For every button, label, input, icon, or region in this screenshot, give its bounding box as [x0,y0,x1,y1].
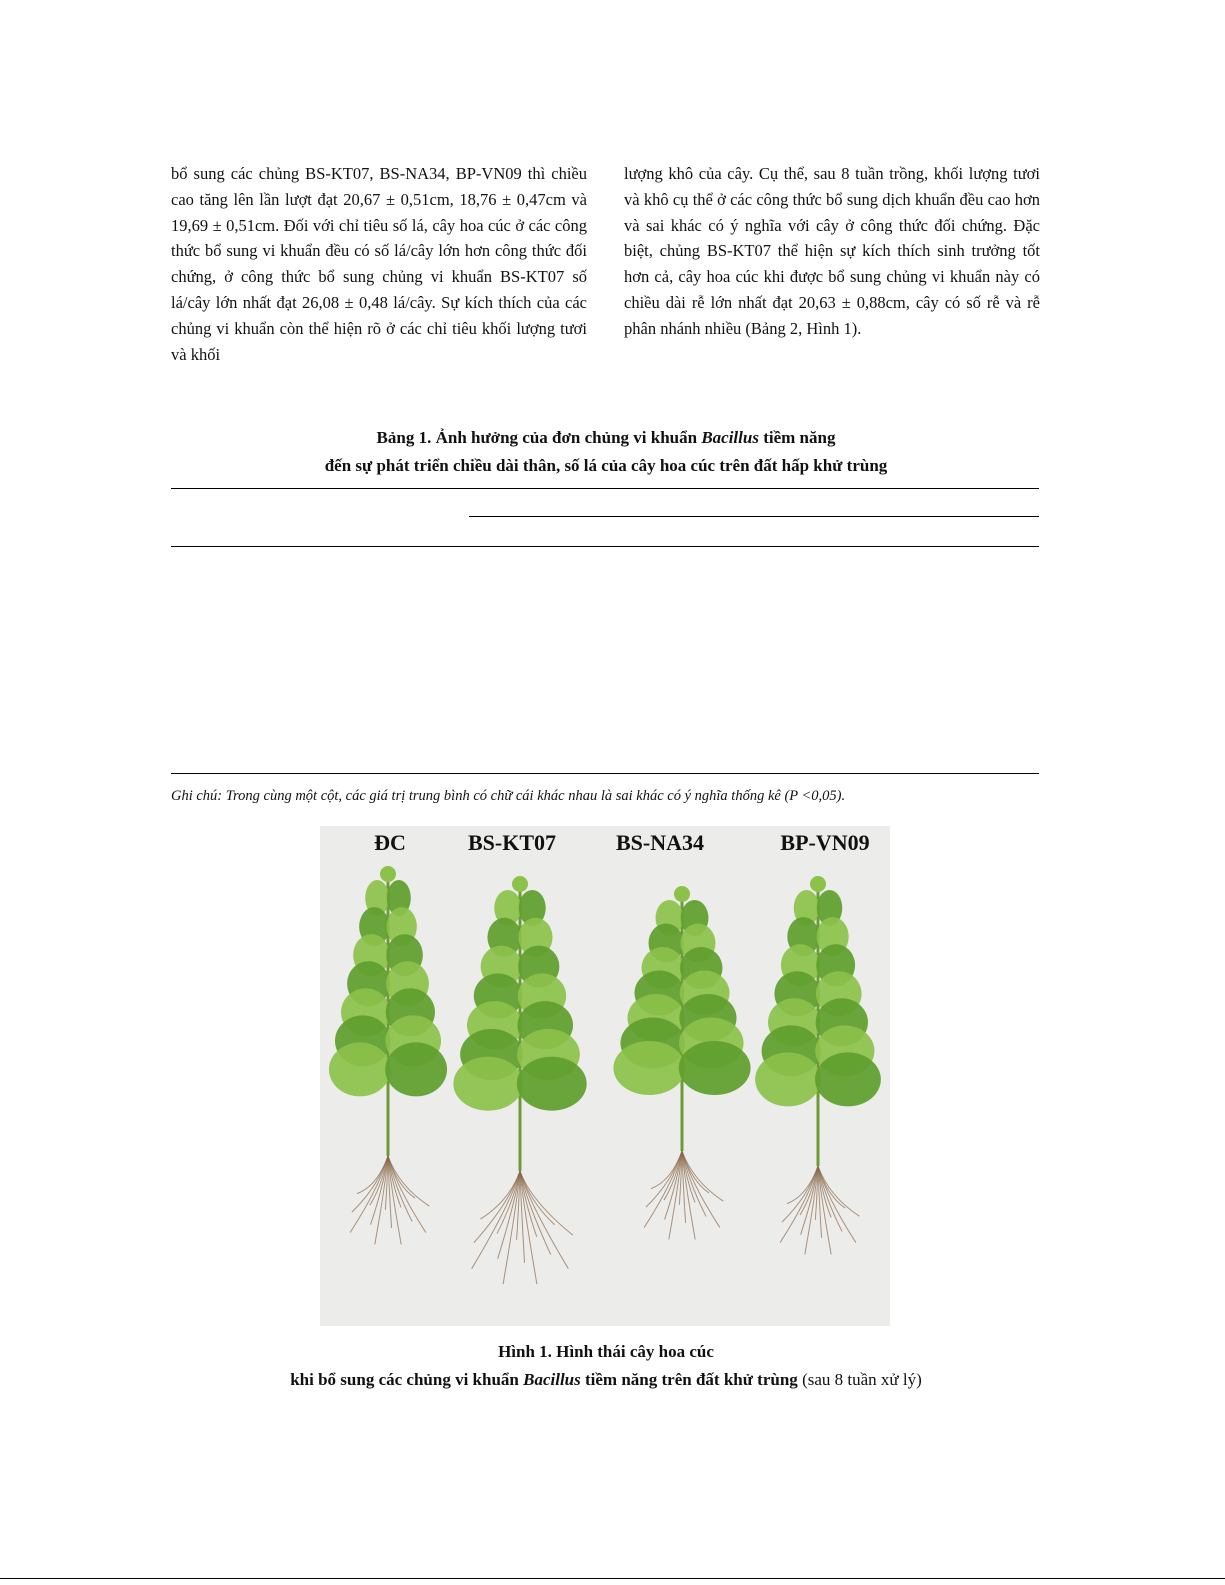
table-top-rule [171,488,1039,489]
root [780,1166,818,1243]
leaf [815,1052,881,1106]
plant-2 [453,876,586,1284]
leaf [517,1057,587,1111]
table-header-rule [171,546,1039,547]
table-bottom-rule [171,773,1039,774]
leaf [679,1041,751,1095]
root [818,1166,859,1216]
bud [380,866,396,882]
figure-caption [171,1338,1041,1394]
right-column-text: lượng khô của cây. Cụ thể, sau 8 tuần trồng, khối lượng tươi và khô cụ thể ở các công thức bổ sung dịch khuẩn đều cao hơn và sai khác có ý nghĩa với cây ở công thức đối chứng. Đặc biệt, chủng BS-KT07 thể hiện sự kích thích sinh trưởng tốt hơn cả, cây hoa cúc khi được bổ sung chủng vi khuẩn này có chiều dài rễ lớn nhất đạt 20,63 ± 0,88cm, cây có số rễ và rễ phân nhánh nhiều (Bảng 2, Hình 1). [624,164,1040,338]
figure-caption-line1: Hình 1. Hình thái cây hoa cúc [498,1342,714,1361]
table-group-rule [469,516,1039,517]
plants-group [329,866,881,1284]
root [682,1151,723,1201]
plant-4 [755,876,881,1254]
root [520,1171,573,1235]
left-text-column [171,161,587,367]
bud [674,886,690,902]
bud [810,876,826,892]
leaf [329,1042,391,1096]
left-column-text: bổ sung các chủng BS-KT07, BS-NA34, BP-VN09 thì chiều cao tăng lên lần lượt đạt 20,67 ± 0,51cm, 18,76 ± 0,47cm và 19,69 ± 0,51cm. Đối với chỉ tiêu số lá, cây hoa cúc ở các công thức bổ sung vi khuẩn đều có số lá/cây lớn hơn công thức đối chứng, ở công thức bổ sung chủng vi khuẩn BS-KT07 số lá/cây lớn nhất đạt 26,08 ± 0,48 lá/cây. Sự kích thích của các chủng vi khuẩn còn thể hiện rõ ở các chỉ tiêu khối lượng tươi và khối [171,164,587,364]
label-dc: ĐC [374,830,406,855]
root [682,1151,720,1228]
leaf [385,1042,447,1096]
table-caption-line2: đến sự phát triển chiều dài thân, số lá của cây hoa cúc trên đất hấp khử trùng [324,456,888,475]
table-caption-line1: Bảng 1. Ảnh hưởng của đơn chủng vi khuẩn Bacillus tiềm năng [376,428,836,447]
bud [512,876,528,892]
page-bottom-rule [0,1578,1225,1579]
plant-1 [329,866,447,1244]
table-note: Ghi chú: Trong cùng một cột, các giá trị trung bình có chữ cái khác nhau là sai khác có ý nghĩa thống kê (P <0,05). [171,788,846,804]
root [644,1151,682,1228]
label-bp-vn09: BP-VN09 [780,830,870,855]
root [818,1166,856,1243]
plant-3 [613,886,750,1239]
label-bs-na34: BS-NA34 [615,830,705,855]
table-caption [171,424,1041,480]
root [480,1171,520,1219]
leaf [453,1057,523,1111]
root [388,1156,426,1233]
right-text-column [624,161,1040,342]
figure-caption-line2: khi bổ sung các chủng vi khuẩn Bacillus tiềm năng trên đất khử trùng (sau 8 tuần xử lý) [290,1370,922,1389]
plants-illustration [320,826,890,1326]
chrysanthemum-photo [320,826,890,1326]
root [388,1156,429,1206]
leaf [613,1041,685,1095]
leaf [755,1052,821,1106]
label-bs-kt07: BS-KT07 [467,830,557,855]
root [350,1156,388,1233]
